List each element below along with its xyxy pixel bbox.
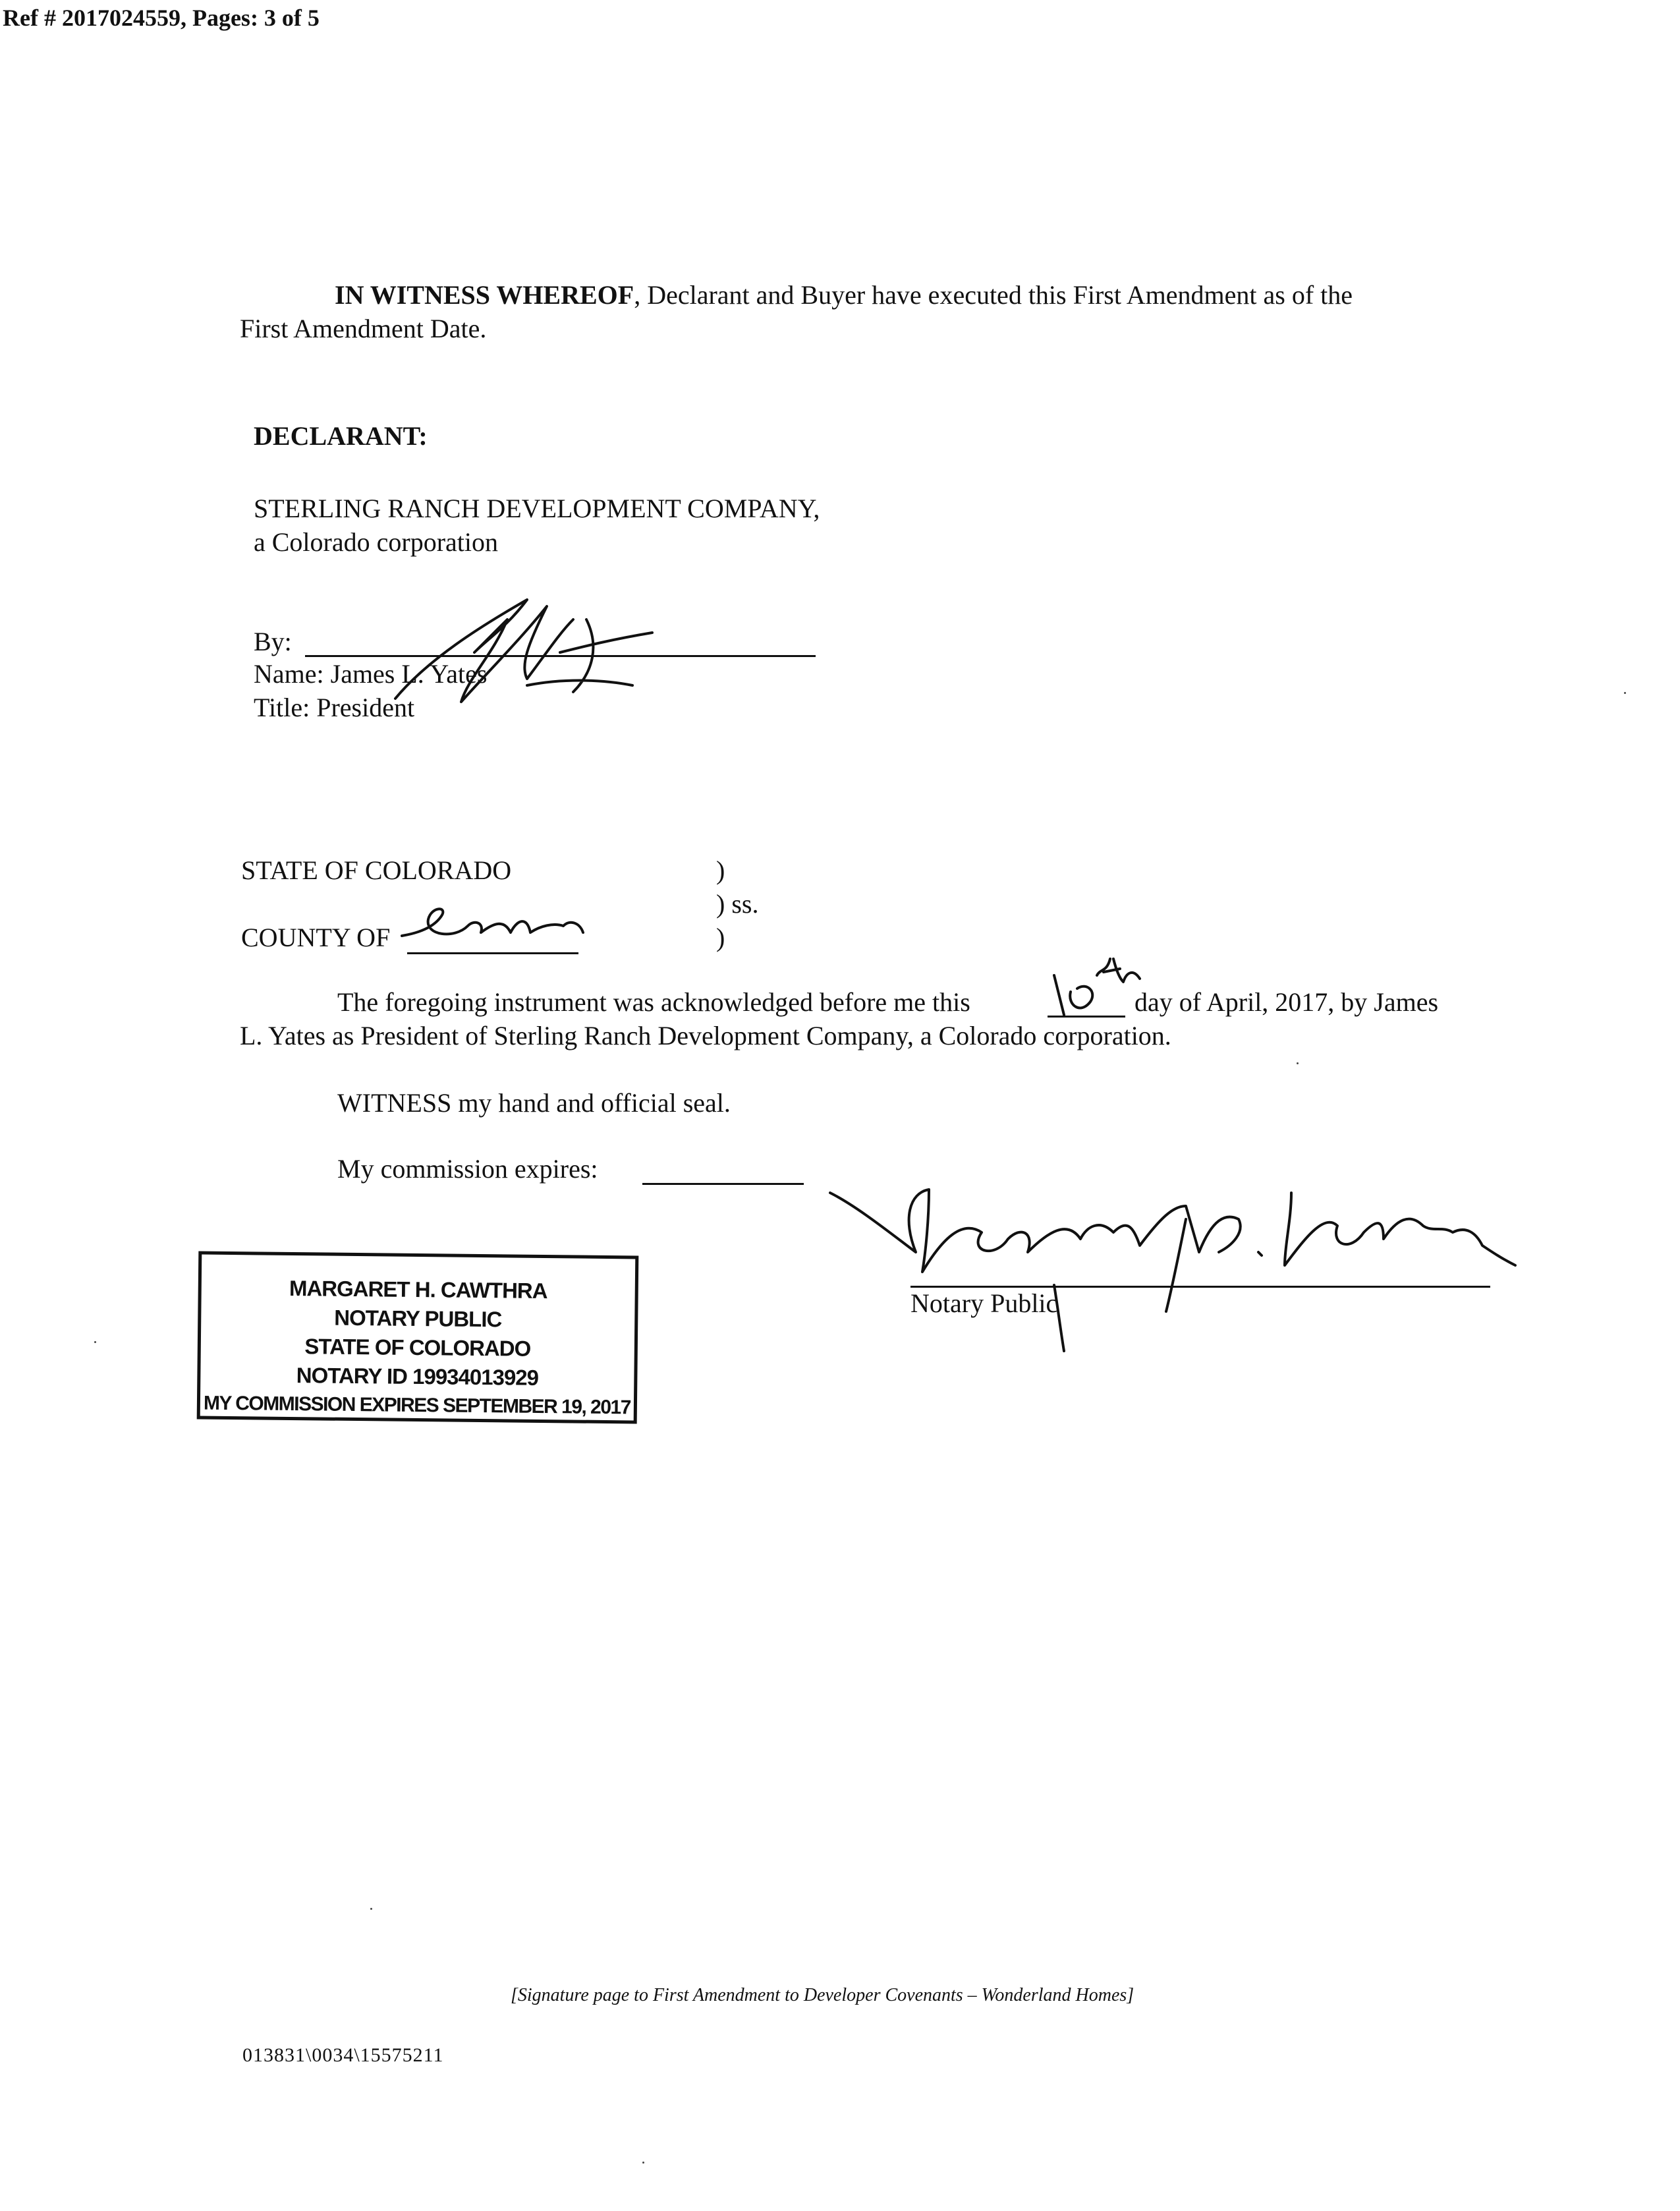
scan-speck (1297, 1062, 1299, 1064)
signer-title: Title: President (254, 693, 415, 722)
stamp-commission-expiry: MY COMMISSION EXPIRES SEPTEMBER 19, 2017 (203, 1392, 631, 1419)
stamp-title: NOTARY PUBLIC (334, 1305, 502, 1332)
footer-caption: [Signature page to First Amendment to Developer Covenants – Wonderland Homes] (511, 1985, 1134, 2005)
venue-state: STATE OF COLORADO (241, 855, 512, 885)
venue-paren-ss: ) ss. (716, 889, 759, 919)
declarant-company-type: a Colorado corporation (254, 527, 498, 557)
stamp-notary-id: NOTARY ID 19934013929 (296, 1363, 539, 1390)
notary-stamp (197, 1251, 639, 1424)
venue-paren-1: ) (716, 855, 725, 885)
notary-signature (830, 1180, 1515, 1358)
notary-public-label: Notary Public (910, 1288, 1058, 1318)
venue-paren-3: ) (716, 923, 725, 952)
ack-line1-after: day of April, 2017, by James (1134, 987, 1439, 1017)
recording-reference: Ref # 2017024559, Pages: 3 of 5 (3, 5, 320, 31)
declarant-signature (310, 580, 679, 712)
ack-line2: L. Yates as President of Sterling Ranch Development Company, a Colorado corporation. (240, 1021, 1171, 1050)
declarant-company: STERLING RANCH DEVELOPMENT COMPANY, (254, 494, 820, 523)
stamp-notary-name: MARGARET H. CAWTHRA (289, 1275, 547, 1304)
day-handwriting (1041, 956, 1146, 1021)
witness-line1-rest: , Declarant and Buyer have executed this First Amendment as of the (634, 280, 1353, 310)
scan-speck (642, 2162, 644, 2164)
witness-paragraph-line1 (335, 278, 1353, 312)
document-id: 013831\0034\15575211 (242, 2044, 444, 2066)
venue-county-label: COUNTY OF (241, 923, 391, 952)
witness-paragraph-line2: First Amendment Date. (240, 314, 487, 343)
commission-label: My commission expires: (337, 1154, 598, 1184)
scan-speck (370, 1908, 372, 1910)
county-handwriting (395, 896, 593, 956)
signer-name: Name: James L. Yates (254, 659, 488, 689)
ack-line1-before: The foregoing instrument was acknowledged before me this (337, 987, 970, 1017)
scan-speck (94, 1341, 96, 1343)
commission-blank-line (642, 1183, 804, 1185)
witness-lead: IN WITNESS WHEREOF (335, 280, 634, 310)
stamp-state: STATE OF COLORADO (304, 1334, 531, 1361)
scan-speck (1624, 692, 1626, 694)
county-handwriting-value: Denver (395, 896, 397, 897)
witness-seal-line: WITNESS my hand and official seal. (337, 1088, 731, 1118)
declarant-heading: DECLARANT: (254, 421, 428, 451)
by-label: By: (254, 627, 292, 656)
